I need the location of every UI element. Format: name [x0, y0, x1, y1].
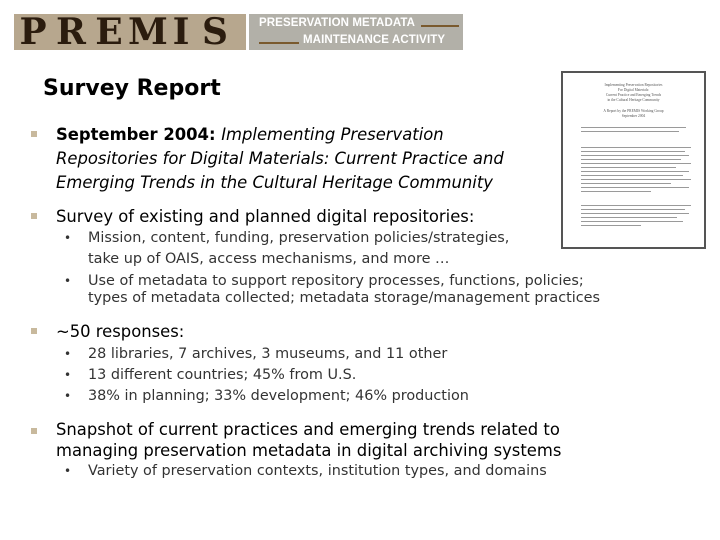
logo-letter: S — [202, 14, 228, 50]
bullet-1-date: September 2004: — [56, 125, 222, 144]
banner-rule — [421, 25, 459, 27]
thumb-text-line — [581, 131, 679, 132]
sub-bullet-dot: • — [64, 464, 72, 478]
logo-letter: I — [172, 14, 190, 50]
bullet-2-text: Survey of existing and planned digital repositories: — [56, 207, 475, 226]
bullet-3-text: ~50 responses: — [56, 322, 185, 341]
bullet-3-sub-3: 38% in planning; 33% development; 46% production — [88, 388, 469, 404]
thumb-text-line — [581, 217, 677, 218]
thumb-text-line — [581, 147, 691, 148]
header-banner — [249, 14, 463, 50]
sub-bullet-dot: • — [64, 368, 72, 382]
thumb-text: September 2004 — [621, 114, 646, 118]
thumb-text-line — [581, 205, 691, 206]
thumb-text-line — [581, 151, 685, 152]
logo-letter: M — [128, 14, 168, 50]
logo-letter: E — [95, 14, 123, 50]
thumb-text-line — [581, 159, 681, 160]
report-title-part: Repositories for Digital Materials: Current Practice and — [56, 149, 504, 168]
banner-line-1: PRESERVATION METADATA — [259, 17, 416, 29]
bullet-1-line-1 — [56, 122, 444, 148]
report-title-part: Emerging Trends in the Cultural Heritage Community — [56, 173, 493, 192]
thumb-text-line — [581, 225, 641, 226]
bullet-3-sub-2: 13 different countries; 45% from U.S. — [88, 367, 357, 383]
thumb-text-line — [581, 171, 689, 172]
thumb-text-line — [581, 167, 676, 168]
sub-bullet-dot: • — [64, 389, 72, 403]
bullet-2-sub-1-line-2: take up of OAIS, access mechanisms, and more … — [88, 251, 450, 267]
logo-letter: R — [56, 14, 86, 50]
bullet-square — [31, 213, 37, 219]
page-title: Survey Report — [43, 76, 221, 101]
premis-logo — [14, 14, 246, 50]
thumb-text-line — [581, 163, 691, 164]
sub-bullet-dot: • — [64, 347, 72, 361]
bullet-1-line-3 — [56, 170, 493, 196]
bullet-square — [31, 328, 37, 334]
bullet-square — [31, 131, 37, 137]
bullet-4-sub-1: Variety of preservation contexts, institution types, and domains — [88, 463, 547, 479]
thumb-text: in the Cultural Heritage Community — [607, 98, 660, 102]
sub-bullet-dot: • — [64, 231, 72, 245]
bullet-3-sub-1: 28 libraries, 7 archives, 3 museums, and 11 other — [88, 346, 448, 362]
thumb-text-line — [581, 187, 689, 188]
sub-bullet-dot: • — [64, 274, 72, 288]
thumb-text-line — [581, 127, 686, 128]
thumb-text-line — [581, 175, 683, 176]
bullet-1-line-2 — [56, 146, 504, 172]
report-title-part: Implementing Preservation — [221, 125, 444, 144]
thumb-text-line — [581, 213, 689, 214]
banner-line-2: MAINTENANCE ACTIVITY — [303, 34, 446, 46]
thumb-text: Implementing Preservation Repositories — [604, 83, 663, 87]
thumb-text: For Digital Materials: — [617, 88, 650, 92]
bullet-4-line-2: managing preservation metadata in digital archiving systems — [56, 441, 562, 460]
thumb-text-line — [581, 209, 685, 210]
thumb-text-line — [581, 183, 671, 184]
thumb-text-line — [581, 179, 691, 180]
thumb-text-line — [581, 221, 683, 222]
thumb-text: A Report by the PREMIS Working Group — [603, 109, 664, 113]
logo-letter: P — [19, 14, 47, 50]
bullet-2-sub-2-line-2: types of metadata collected; metadata storage/management practices — [88, 290, 601, 306]
thumb-text-line — [581, 155, 689, 156]
banner-rule — [259, 42, 299, 44]
thumb-text-line — [581, 191, 651, 192]
bullet-2-sub-1-line-1: Mission, content, funding, preservation policies/strategies, — [88, 230, 510, 246]
thumb-text: Current Practice and Emerging Trends — [605, 93, 662, 97]
bullet-4-line-1: Snapshot of current practices and emerging trends related to — [56, 420, 560, 439]
report-cover-thumbnail — [561, 71, 706, 249]
bullet-square — [31, 428, 37, 434]
bullet-2-sub-2-line-1: Use of metadata to support repository processes, functions, policies; — [88, 273, 584, 289]
